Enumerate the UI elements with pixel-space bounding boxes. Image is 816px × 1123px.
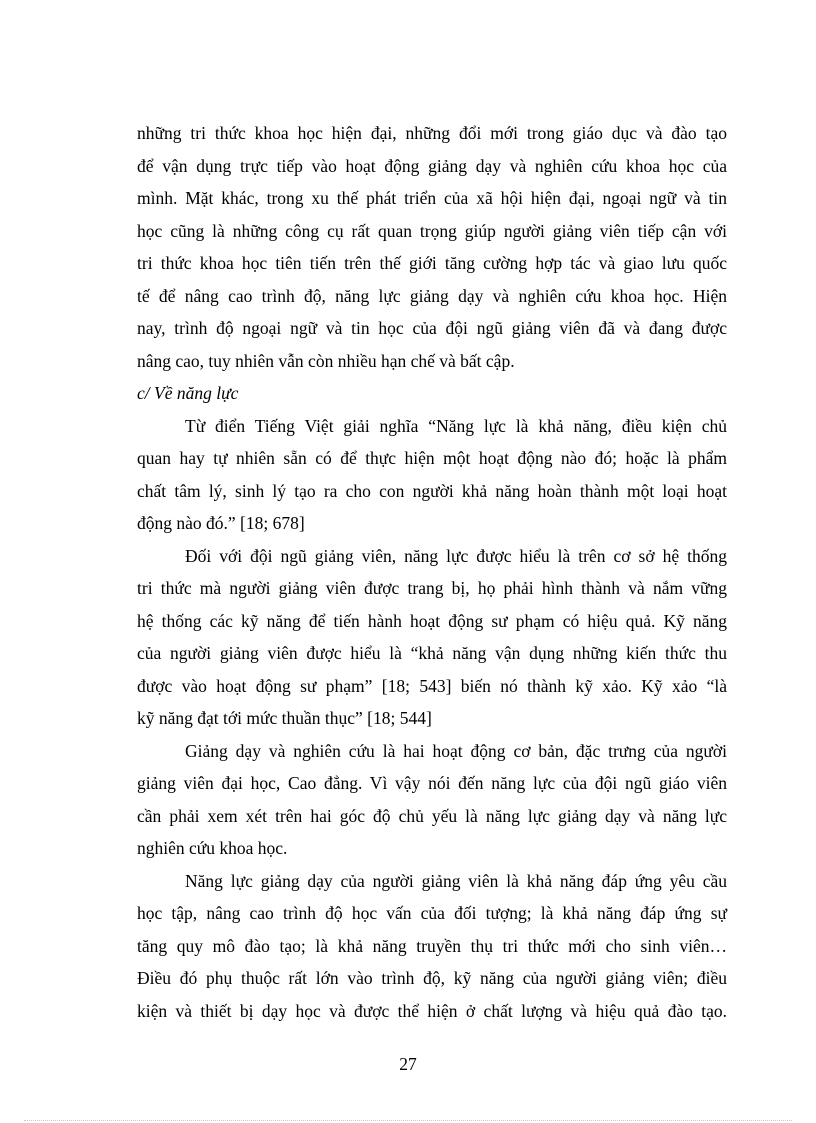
text-line: tri thức khoa học tiên tiến trên thế giới tăng cường hợp tác và giao lưu quốc — [137, 253, 727, 273]
paragraph-5 — [137, 865, 727, 1028]
text-line: học tập, nâng cao trình độ học vấn của đối tượng; là khả năng đáp ứng sự — [137, 903, 727, 923]
text-line: nay, trình độ ngoại ngữ và tin học của đội ngũ giảng viên đã và đang được — [137, 318, 727, 338]
text-line: kỹ năng đạt tới mức thuần thục” [18; 544] — [137, 708, 432, 728]
text-line: Từ điển Tiếng Việt giải nghĩa “Năng lực là khả năng, điều kiện chủ — [185, 415, 727, 436]
text-line: tế để nâng cao trình độ, năng lực giảng dạy và nghiên cứu khoa học. Hiện — [137, 285, 727, 306]
page-number: 27 — [399, 1054, 417, 1074]
page-bottom-divider — [24, 1120, 792, 1121]
text-line: Giảng dạy và nghiên cứu là hai hoạt động cơ bản, đặc trưng của người — [185, 740, 727, 761]
text-line: học cũng là những công cụ rất quan trọng giúp người giảng viên tiếp cận với — [137, 220, 727, 241]
text-line: Năng lực giảng dạy của người giảng viên là khả năng đáp ứng yêu cầu — [185, 870, 727, 891]
text-line: những tri thức khoa học hiện đại, những đổi mới trong giáo dục và đào tạo — [137, 123, 727, 143]
text-line: để vận dụng trực tiếp vào hoạt động giảng dạy và nghiên cứu khoa học của — [137, 155, 727, 176]
section-heading: c/ Về năng lực — [137, 383, 239, 403]
text-line: kiện và thiết bị dạy học và được thể hiện ở chất lượng và hiệu quả đào tạo. — [137, 1000, 727, 1021]
paragraph-4 — [137, 735, 727, 865]
text-line: quan hay tự nhiên sẵn có để thực hiện một hoạt động nào đó; hoặc là phẩm — [137, 448, 727, 468]
paragraph-1 — [137, 117, 727, 377]
paragraph-2 — [137, 410, 727, 540]
text-line: giảng viên đại học, Cao đẳng. Vì vậy nói đến năng lực của đội ngũ giáo viên — [137, 773, 727, 793]
text-line: động nào đó.” [18; 678] — [137, 513, 305, 533]
text-line: tri thức mà người giảng viên được trang bị, họ phải hình thành và nắm vững — [137, 578, 727, 598]
text-line: mình. Mặt khác, trong xu thế phát triển của xã hội hiện đại, ngoại ngữ và tin — [137, 188, 727, 208]
text-line: Điều đó phụ thuộc rất lớn vào trình độ, kỹ năng của người giảng viên; điều — [137, 968, 727, 988]
text-line: được vào hoạt động sư phạm” [18; 543] biến nó thành kỹ xảo. Kỹ xảo “là — [137, 675, 727, 696]
text-line: Đối với đội ngũ giảng viên, năng lực được hiểu là trên cơ sở hệ thống — [185, 545, 727, 566]
text-line: hệ thống các kỹ năng để tiến hành hoạt động sư phạm có hiệu quả. Kỹ năng — [137, 610, 727, 631]
text-line: nâng cao, tuy nhiên vẫn còn nhiều hạn chế và bất cập. — [137, 350, 515, 371]
text-line: của người giảng viên được hiểu là “khả năng vận dụng những kiến thức thu — [137, 643, 727, 663]
paragraph-3 — [137, 540, 727, 735]
text-line: cần phải xem xét trên hai góc độ chủ yếu là năng lực giảng dạy và năng lực — [137, 805, 727, 826]
text-line: nghiên cứu khoa học. — [137, 838, 288, 858]
text-line: chất tâm lý, sinh lý tạo ra cho con người khả năng hoàn thành một loại hoạt — [137, 480, 727, 501]
body-text — [137, 117, 727, 1027]
text-line: tăng quy mô đào tạo; là khả năng truyền thụ tri thức mới cho sinh viên… — [137, 935, 727, 956]
